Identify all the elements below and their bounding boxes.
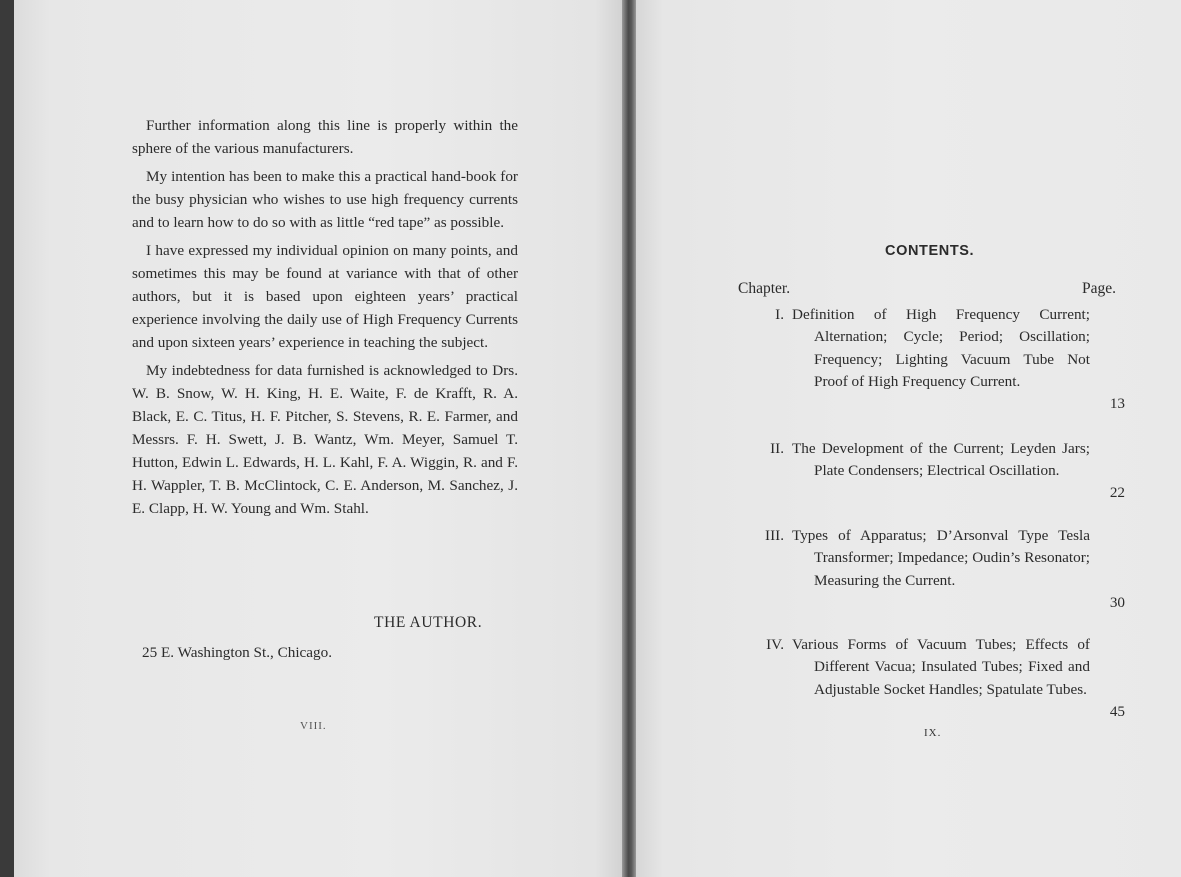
toc-chapter-number: IV. [766,636,784,653]
preface-paragraph: My indebtedness for data furnished is acknowledged to Drs. W. B. Snow, W. H. King, H. E. Waite, F. de Krafft, R. A. Black, E. C. Titus, H. F. Pitcher, S. Stevens, R. E. Farmer, and Messrs. F. H. Swett, J. B. Wantz, Wm. Meyer, Samuel T. Hutton, Edwin L. Edwards, H. L. Kahl, F. A. Wiggin, R. and F. H. Wappler, T. B. McClintock, C. E. Anderson, M. Sanchez, J. E. Clapp, H. W. Young and Wm. Stahl. [132,362,518,517]
toc-page-number: 30 [1109,594,1125,611]
page-number-left: VIII. [300,720,327,732]
toc-chapter-number: III. [765,527,784,544]
toc-chapter-text: Definition of High Frequency Current; Alternation; Cycle; Period; Oscillation; Frequency; Lighting Vacuum Tube Not Proof of High Frequency Current. [792,306,1090,390]
chapter-column-header: Chapter. [738,280,791,297]
toc-page-number: 45 [1109,703,1125,720]
right-page [636,0,1181,877]
toc-chapter-text: Types of Apparatus; D’Arsonval Type Tesla Transformer; Impedance; Oudin’s Resonator; Measuring the Current. [792,527,1090,589]
contents-title: CONTENTS. [885,243,975,259]
toc-chapter-number: I. [775,306,784,323]
preface-text [132,114,518,525]
preface-paragraph: My intention has been to make this a practical hand-book for the busy physician who wishes to use high frequency currents and to learn how to do so with as little “red tape” as possible. [132,168,518,231]
author-signature: THE AUTHOR. [374,614,483,631]
page-number-right: IX. [924,727,942,739]
toc-chapter-text: Various Forms of Vacuum Tubes; Effects of Different Vacua; Insulated Tubes; Fixed and Adjustable Socket Handles; Spatulate Tubes. [792,636,1090,698]
author-address: 25 E. Washington St., Chicago. [142,644,333,661]
preface-paragraph: Further information along this line is properly within the sphere of the various manufacturers. [132,117,518,157]
preface-paragraph: I have expressed my individual opinion on many points, and sometimes this may be found at variance with that of other authors, but it is based upon eighteen years’ practical experience involving the daily use of High Frequency Currents and upon sixteen years’ experience in teaching the subject. [132,242,518,351]
toc-page-number: 22 [1109,484,1125,501]
left-page [14,0,626,877]
toc-chapter-number: II. [770,440,784,457]
page-column-header: Page. [1082,280,1117,297]
toc-page-number: 13 [1109,395,1125,412]
toc-chapter-text: The Development of the Current; Leyden Jars; Plate Condensers; Electrical Oscillation. [792,440,1090,480]
